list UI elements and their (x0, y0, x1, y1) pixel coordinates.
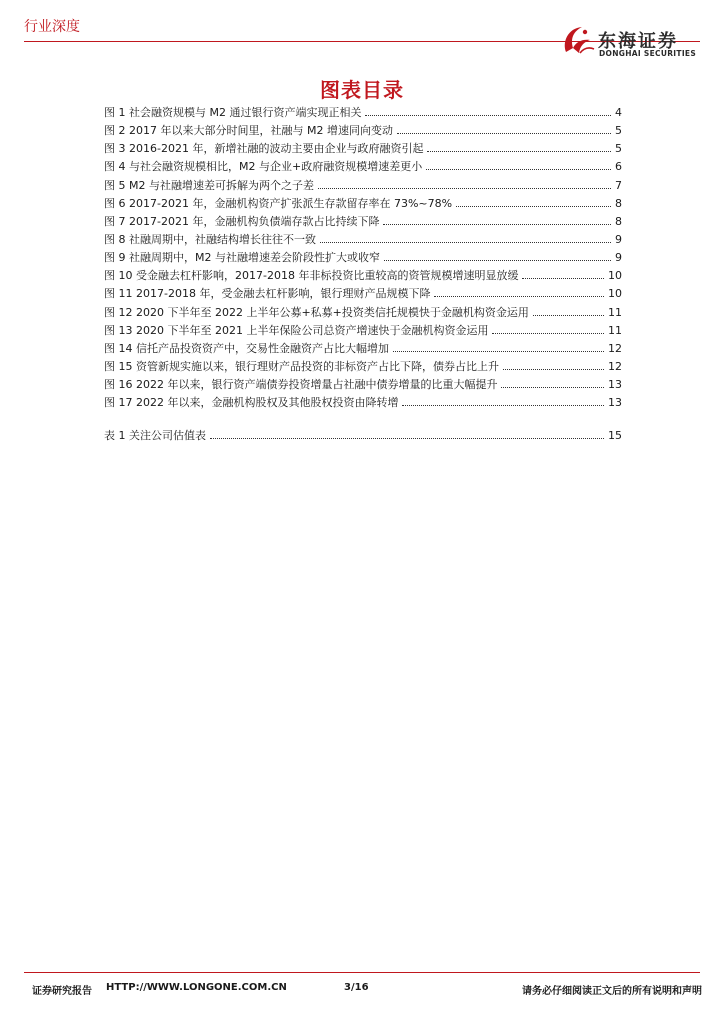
toc-entry-page: 8 (615, 214, 622, 228)
toc-leader-dots (384, 248, 611, 261)
toc-entry[interactable] (104, 284, 622, 302)
toc-entry-page: 7 (615, 178, 622, 192)
toc-entry[interactable] (104, 103, 622, 121)
toc-entry-page: 10 (608, 269, 622, 283)
toc-leader-dots (492, 321, 604, 334)
toc-leader-dots (320, 230, 611, 243)
toc-entry[interactable] (104, 266, 622, 284)
company-logo (560, 22, 705, 58)
footer-page-number: 3/16 (344, 982, 369, 993)
toc-entry-page: 15 (608, 429, 622, 442)
toc-entry[interactable] (104, 303, 622, 321)
toc-leader-dots (503, 357, 604, 370)
figure-list (104, 103, 622, 411)
toc-entry-page: 5 (615, 142, 622, 156)
toc-entry-page: 11 (608, 305, 622, 319)
toc-leader-dots (365, 103, 611, 116)
toc-entry-title: 图 17 2022 年以来，金融机构股权及其他股权投资由降转增 (104, 396, 399, 410)
report-category: 行业深度 (24, 19, 80, 35)
toc-entry-title: 图 6 2017-2021 年，金融机构资产扩张派生存款留存率在 73%~78% (104, 196, 453, 210)
toc-leader-dots (427, 139, 611, 152)
logo-emblem-icon (560, 22, 596, 58)
toc-entry-page: 9 (615, 251, 622, 265)
logo-name-en: DONGHAI SECURITIES (599, 49, 697, 58)
toc-entry-title: 图 4 与社会融资规模相比，M2 与企业+政府融资规模增速差更小 (104, 160, 423, 174)
toc-leader-dots (383, 212, 611, 225)
toc-entry-title: 图 2 2017 年以来大部分时间里，社融与 M2 增速同向变动 (104, 124, 393, 138)
toc-leader-dots (533, 303, 604, 316)
toc-entry[interactable] (104, 357, 622, 375)
toc-entry-page: 9 (615, 232, 622, 246)
toc-entry-title: 图 8 社融周期中，社融结构增长往往不一致 (104, 232, 316, 246)
toc-entry-title: 图 1 社会融资规模与 M2 通过银行资产端实现正相关 (104, 106, 362, 119)
toc-entry[interactable] (104, 194, 622, 212)
toc-entry-title: 图 3 2016-2021 年，新增社融的波动主要由企业与政府融资引起 (104, 142, 424, 156)
footer-label: 证券研究报告 (32, 986, 92, 997)
toc-leader-dots (501, 375, 604, 388)
toc-entry-title: 图 9 社融周期中，M2 与社融增速差会阶段性扩大或收窄 (104, 251, 380, 265)
toc-entry-title: 图 11 2017-2018 年，受金融去杠杆影响，银行理财产品规模下降 (104, 287, 431, 301)
toc-entry-page: 8 (615, 196, 622, 210)
toc-entry-page: 6 (615, 160, 622, 174)
toc-entry-page: 12 (608, 359, 622, 373)
toc-entry-title: 图 5 M2 与社融增速差可拆解为两个之子差 (104, 178, 314, 192)
toc-entry[interactable] (104, 321, 622, 339)
toc-leader-dots (393, 339, 604, 352)
toc-entry[interactable] (104, 248, 622, 266)
toc-entry-title: 图 16 2022 年以来，银行资产端债券投资增量占社融中债券增量的比重大幅提升 (104, 378, 498, 392)
toc-entry[interactable] (104, 139, 622, 157)
toc-entry[interactable] (104, 121, 622, 139)
table-list (104, 426, 622, 444)
toc-entry-title: 图 7 2017-2021 年，金融机构负债端存款占比持续下降 (104, 214, 380, 228)
footer-url[interactable]: HTTP://WWW.LONGONE.COM.CN (106, 982, 287, 993)
footer-divider (24, 972, 700, 973)
toc-entry-page: 4 (615, 106, 622, 119)
toc-leader-dots (397, 121, 611, 134)
toc-entry-page: 11 (608, 323, 622, 337)
toc-entry-page: 13 (608, 378, 622, 392)
toc-entry[interactable] (104, 157, 622, 175)
logo-name-cn: 东海证券 (598, 31, 678, 52)
toc-leader-dots (318, 176, 611, 189)
toc-leader-dots (456, 194, 611, 207)
toc-leader-dots (434, 284, 604, 297)
toc-leader-dots (210, 426, 604, 439)
toc-entry-page: 12 (608, 341, 622, 355)
toc-entry[interactable] (104, 426, 622, 444)
toc-entry-page: 13 (608, 396, 622, 410)
toc-leader-dots (402, 393, 604, 406)
toc-entry[interactable] (104, 176, 622, 194)
toc-entry[interactable] (104, 230, 622, 248)
toc-entry-title: 图 10 受金融去杠杆影响，2017-2018 年非标投资比重较高的资管规模增速明显放缓 (104, 269, 519, 283)
toc-entry-page: 10 (608, 287, 622, 301)
toc-entry[interactable] (104, 393, 622, 411)
toc-entry-title: 图 12 2020 下半年至 2022 上半年公募+私募+投资类信托规模快于金融机构资金运用 (104, 305, 529, 319)
footer-notice: 请务必仔细阅读正文后的所有说明和声明 (522, 986, 702, 997)
toc-entry-title: 图 13 2020 下半年至 2021 上半年保险公司总资产增速快于金融机构资金运用 (104, 323, 489, 337)
toc-entry-title: 图 14 信托产品投资资产中，交易性金融资产占比大幅增加 (104, 341, 389, 355)
toc-entry-page: 5 (615, 124, 622, 138)
toc-entry[interactable] (104, 212, 622, 230)
toc-leader-dots (522, 266, 604, 279)
toc-entry-title: 表 1 关注公司估值表 (104, 429, 206, 442)
toc-leader-dots (426, 157, 611, 170)
toc-entry-title: 图 15 资管新规实施以来，银行理财产品投资的非标资产占比下降，债券占比上升 (104, 359, 499, 373)
toc-title: 图表目录 (320, 78, 404, 102)
toc-entry[interactable] (104, 339, 622, 357)
toc-entry[interactable] (104, 375, 622, 393)
